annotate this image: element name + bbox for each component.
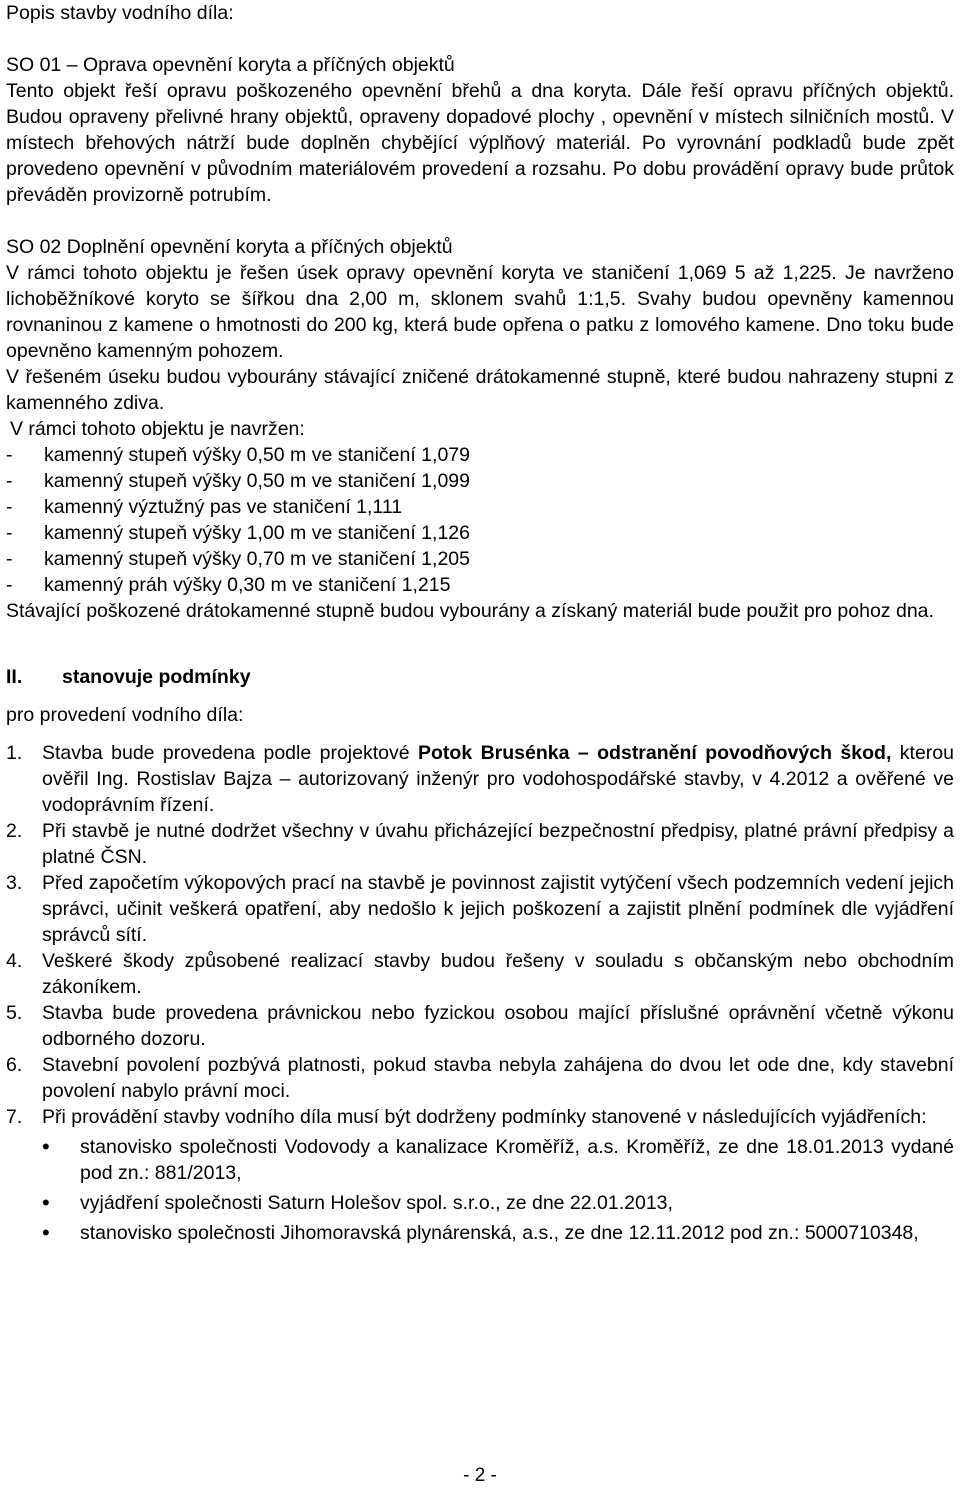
list-item: - kamenný stupeň výšky 0,50 m ve staničení 1,079: [6, 444, 470, 466]
list-item: - kamenný stupeň výšky 1,00 m ve staničení 1,126: [6, 522, 470, 544]
list-item: - kamenný práh výšky 0,30 m ve staničení 1,215: [6, 574, 451, 596]
section-number: II.: [6, 666, 23, 688]
list-item: 7. Při provádění stavby vodního díla musí být dodrženy podmínky stanovené v následujících vyjádřeních:: [6, 1106, 927, 1128]
list-item: • stanovisko společnosti Jihomoravská plynárenská, a.s., ze dne 12.11.2012 pod zn.: 5000710348,: [42, 1220, 919, 1245]
section-title: stanovuje podmínky: [62, 666, 251, 688]
list-item: 4. Veškeré škody způsobené realizací stavby budou řešeny v souladu s občanským nebo obchodním zákoníkem.: [6, 950, 954, 998]
document-page: [6, 0, 954, 1246]
list-item: 5. Stavba bude provedena právnickou nebo fyzickou osobou mající příslušné oprávnění včetně výkonu odborného dozoru.: [6, 1002, 954, 1050]
list-item: - kamenný výztužný pas ve staničení 1,111: [6, 496, 403, 518]
bullet-icon: •: [42, 1190, 50, 1215]
page-number: - 2 -: [463, 1465, 497, 1486]
bullet-icon: •: [42, 1220, 50, 1245]
section-subtitle: pro provedení vodního díla:: [6, 704, 244, 726]
so02-text-1: V rámci tohoto objektu je řešen úsek opravy opevnění koryta ve staničení 1,069 5 až 1,225. Je navrženo lichoběžníkové koryto se šířkou dna 2,00 m, sklonem svahů 1:1,5. Svahy budou opevněny kamennou rovnaninou z kamene o hmotnosti do 200 kg, která bude opřena o patku z lomového kamene. Dno toku bude opevněno kamenným pohozem.: [6, 262, 954, 362]
list-item: - kamenný stupeň výšky 0,70 m ve staničení 1,205: [6, 548, 470, 570]
so02-closing: Stávající poškozené drátokamenné stupně budou vybourány a získaný materiál bude použit pro pohoz dna.: [6, 600, 934, 622]
so02-list-intro: V rámci tohoto objektu je navržen:: [10, 418, 305, 440]
section-2-heading: [6, 664, 954, 690]
so02-heading: SO 02 Doplnění opevnění koryta a příčných objektů: [6, 236, 453, 258]
list-item: 1. Stavba bude provedena podle projektové Potok Brusénka – odstranění povodňových škod, kterou ověřil Ing. Rostislav Bajza – autorizovaný inženýr pro vodohospodářské stavby, v 4.2012 a ověřené ve vodoprávním řízení.: [6, 742, 954, 816]
so02-text-2: V řešeném úseku budou vybourány stávající zničené drátokamenné stupně, které budou nahrazeny stupni z kamenného zdiva.: [6, 366, 954, 414]
so01-text: Tento objekt řeší opravu poškozeného opevnění břehů a dna koryta. Dále řeší opravu příčných objektů. Budou opraveny přelivné hrany objektů, opraveny dopadové plochy , opevnění v místech silničních mostů. V místech břehových nátrží bude doplněn chybějící výplňový materiál. Po vyrovnání podkladů bude zpět provedeno opevnění v původním materiálovém provedení a rozsahu. Po dobu provádění opravy bude průtok převáděn provizorně potrubím.: [6, 80, 954, 206]
list-item: 2. Při stavbě je nutné dodržet všechny v úvahu přicházející bezpečnostní předpisy, platné právní předpisy a platné ČSN.: [6, 820, 954, 868]
document-title: Popis stavby vodního díla:: [6, 2, 234, 24]
statements-list: [42, 1134, 954, 1246]
list-item: 6. Stavební povolení pozbývá platnosti, pokud stavba nebyla zahájena do dvou let ode dne, kdy stavební povolení nabylo právní moci.: [6, 1054, 954, 1102]
list-item: • vyjádření společnosti Saturn Holešov spol. s.r.o., ze dne 22.01.2013,: [42, 1190, 673, 1215]
conditions-list: [6, 740, 954, 1130]
so01-heading: SO 01 – Oprava opevnění koryta a příčných objektů: [6, 54, 455, 76]
list-item: • stanovisko společnosti Vodovody a kanalizace Kroměříž, a.s. Kroměříž, ze dne 18.01.2013 vydané pod zn.: 881/2013,: [42, 1134, 954, 1184]
so02-structure-list: [6, 442, 954, 598]
bullet-icon: •: [42, 1134, 50, 1159]
list-item: 3. Před započetím výkopových prací na stavbě je povinnost zajistit vytýčení všech podzemních vedení jejich správci, učinit veškerá opatření, aby nedošlo k jejich poškození a zajistit plnění podmínek dle vyjádření správců sítí.: [6, 872, 954, 946]
list-item: - kamenný stupeň výšky 0,50 m ve staničení 1,099: [6, 470, 470, 492]
